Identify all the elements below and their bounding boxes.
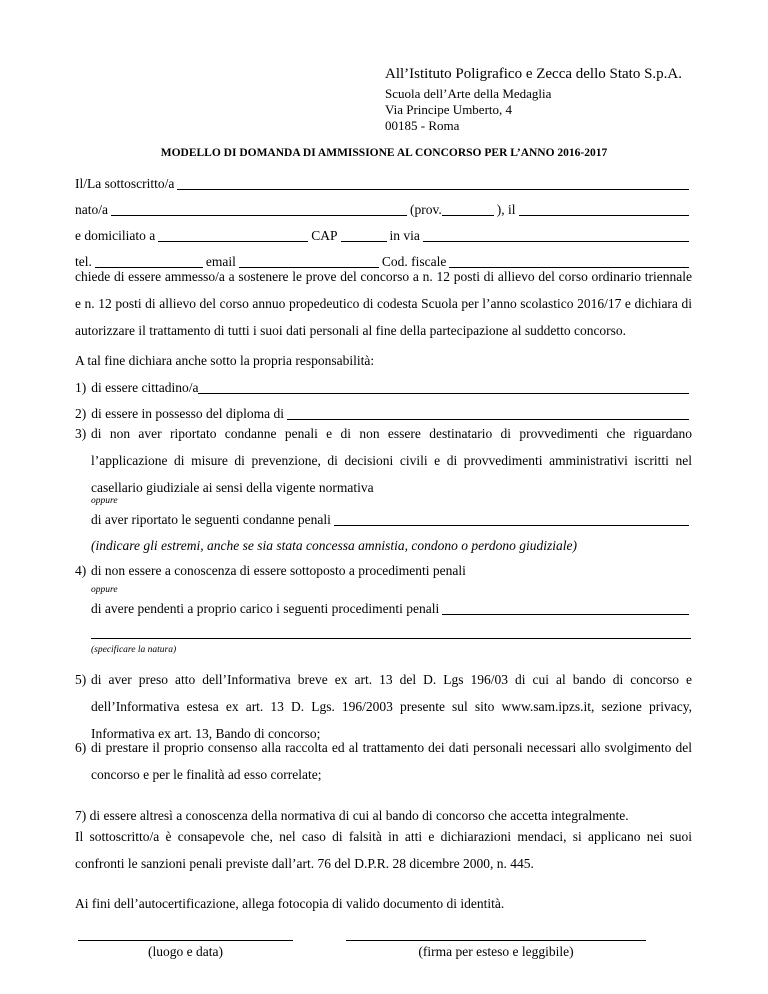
undersigned-field[interactable] bbox=[177, 176, 689, 190]
undersigned-label: Il/La sottoscritto/a bbox=[75, 176, 175, 191]
prov-label: (prov. bbox=[410, 202, 442, 217]
item-6-number: 6) bbox=[75, 740, 87, 755]
place-date-field[interactable] bbox=[78, 940, 293, 941]
item-6 bbox=[75, 734, 692, 788]
cap-label: CAP bbox=[311, 228, 338, 243]
birth-row bbox=[75, 198, 692, 218]
item-4-text: di non essere a conoscenza di essere sottoposto a procedimenti penali bbox=[91, 563, 466, 578]
residence-field[interactable] bbox=[158, 228, 308, 242]
or-label-2: oppure bbox=[91, 585, 118, 595]
declaration-intro: A tal fine dichiara anche sotto la propria responsabilità: bbox=[75, 353, 375, 368]
item-3c-note: (indicare gli estremi, anche se sia stata concessa amnistia, condono o perdono giudiziale) bbox=[91, 538, 577, 553]
recipient-school: Scuola dell’Arte della Medaglia bbox=[385, 86, 552, 101]
item-1-number: 1) bbox=[75, 380, 87, 395]
recipient-city: 00185 - Roma bbox=[385, 118, 460, 133]
email-label: email bbox=[205, 254, 236, 269]
item-3b-text: di aver riportato le seguenti condanne penali bbox=[91, 512, 331, 527]
diploma-field[interactable] bbox=[287, 406, 689, 420]
convictions-field[interactable] bbox=[334, 512, 689, 526]
recipient-name: All’Istituto Poligrafico e Zecca dello Stato S.p.A. bbox=[385, 66, 683, 82]
residence-row bbox=[75, 224, 692, 244]
item-4c-note: (specificare la natura) bbox=[91, 645, 177, 655]
undersigned-row bbox=[75, 172, 692, 192]
signature-label: (firma per esteso e leggibile) bbox=[418, 944, 574, 959]
item-5-number: 5) bbox=[75, 672, 87, 687]
place-date-label: (luogo e data) bbox=[148, 944, 223, 959]
citizenship-field[interactable] bbox=[198, 380, 689, 394]
item-5-text: di aver preso atto dell’Informativa breve ex art. 13 del D. Lgs 196/03 di cui al bando di concorso e dell’Informativa estesa ex art. 13 D. Lgs. 196/2003 presente sul sito www.sam.ipzs.it, sezione privacy, Informativa ex art. 13, Bando di concorso; bbox=[91, 672, 692, 741]
item-1-text: di essere cittadino/a bbox=[91, 380, 199, 395]
residence-label: e domiciliato a bbox=[75, 228, 156, 243]
item-4b-text: di avere pendenti a proprio carico i seguenti procedimenti penali bbox=[91, 601, 440, 616]
prov-field[interactable] bbox=[442, 202, 494, 216]
request-paragraph: chiede di essere ammesso/a a sostenere le prove del concorso a n. 12 posti di allievo del corso ordinario triennale e n. 12 posti di allievo del corso annuo propedeutico di codesta Scuola per l’anno scolastico 2016/17 e dichiara di autorizzare il trattamento di tutti i suoi dati personali al fine della partecipazione al suddetto concorso. bbox=[75, 269, 692, 338]
birthdate-field[interactable] bbox=[519, 202, 690, 216]
item-4b-row bbox=[91, 597, 692, 617]
street-field[interactable] bbox=[423, 228, 689, 242]
recipient-street: Via Principe Umberto, 4 bbox=[385, 102, 513, 117]
item-4-number: 4) bbox=[75, 563, 87, 578]
tax-code-label: Cod. fiscale bbox=[381, 254, 447, 269]
item-3-number: 3) bbox=[75, 426, 87, 441]
item-7-text: 7) di essere altresì a conoscenza della normativa di cui al bando di concorso che accetta integralmente. bbox=[75, 808, 629, 823]
form-title: MODELLO DI DOMANDA DI AMMISSIONE AL CONCORSO PER L’ANNO 2016-2017 bbox=[160, 147, 608, 159]
street-label: in via bbox=[389, 228, 420, 243]
proceedings-field[interactable] bbox=[442, 601, 689, 615]
cap-field[interactable] bbox=[341, 228, 387, 242]
birthdate-label: ), il bbox=[496, 202, 516, 217]
signature-field[interactable] bbox=[346, 940, 646, 941]
proceedings-field-line-2[interactable] bbox=[91, 638, 691, 639]
item-3-text: di non aver riportato condanne penali e di non essere destinatario di provvedimenti che riguardano l’applicazione di misure di prevenzione, di decisioni civili e di provvedimenti amministrativi iscritti nel casellario giudiziale ai sensi della vigente normativa bbox=[91, 426, 692, 495]
birthplace-field[interactable] bbox=[111, 202, 407, 216]
or-label-1: oppure bbox=[91, 496, 118, 506]
item-6-text: di prestare il proprio consenso alla raccolta ed al trattamento dei dati personali necessari allo svolgimento del concorso e per le finalità ad esso correlate; bbox=[91, 740, 692, 782]
item-2-row bbox=[75, 402, 692, 422]
item-2-text: di essere in possesso del diploma di bbox=[91, 406, 284, 421]
item-2-number: 2) bbox=[75, 406, 87, 421]
attachment-text: Ai fini dell’autocertificazione, allega fotocopia di valido documento di identità. bbox=[75, 896, 505, 911]
born-label: nato/a bbox=[75, 202, 108, 217]
tel-label: tel. bbox=[75, 254, 92, 269]
item-1-row bbox=[75, 376, 692, 396]
item-3 bbox=[75, 420, 692, 501]
awareness-paragraph: Il sottoscritto/a è consapevole che, nel caso di falsità in atti e dichiarazioni mendaci, si applicano nei suoi confronti le sanzioni penali previste dall’art. 76 del D.P.R. 28 dicembre 2000, n. 445. bbox=[75, 829, 692, 871]
item-3b-row bbox=[91, 508, 692, 528]
